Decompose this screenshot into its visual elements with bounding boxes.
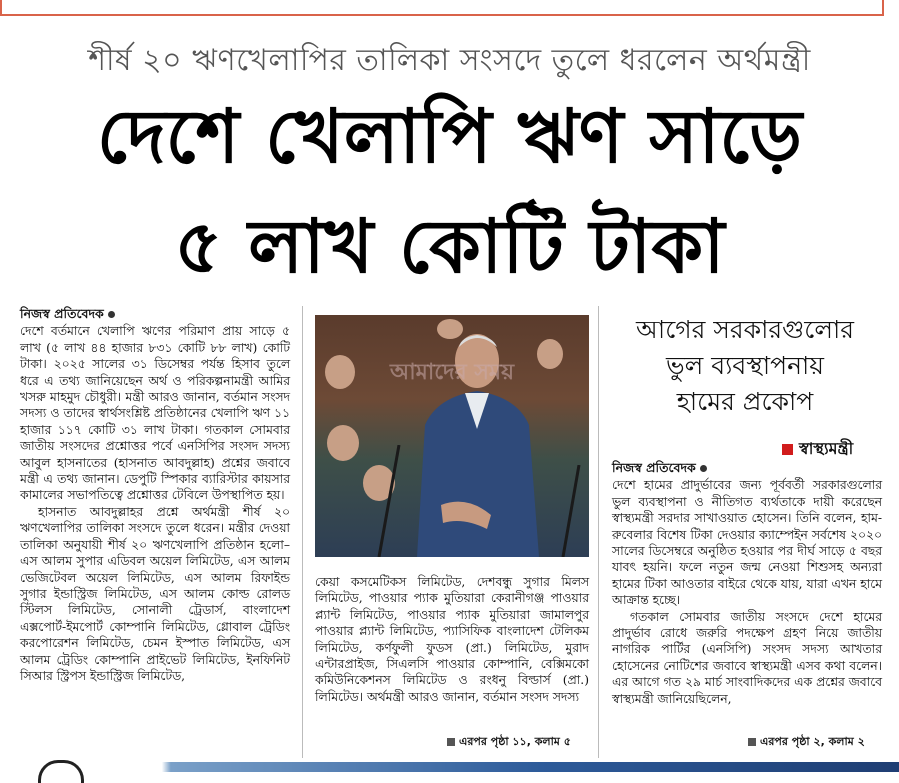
- main-story-column-2: [315, 574, 589, 705]
- jump-text: এরপর পৃষ্ঠা ২, কলাম ২: [760, 735, 865, 748]
- kicker-headline: শীর্ষ ২০ ঋণখেলাপির তালিকা সংসদে তুলে ধরলেন অর্থমন্ত্রী: [88, 43, 811, 78]
- jump-text: এরপর পৃষ্ঠা ১১, কলাম ৫: [459, 735, 571, 748]
- main-story-paragraph-3: কেয়া কসমেটিকস লিমিটেড, দেশবন্ধু সুগার মিলস লিমিটেড, পাওয়ার প্যাক মুতিয়ারা কেরানীগঞ্জ পাওয়ার প্ল্যান্ট লিমিটেড, পাওয়ার প্যাক মুতিয়ারা জামালপুর পাওয়ার প্ল্যান্ট লিমিটেড, প্যাসিফিক বাংলাদেশ টেলিকম লিমিটেড, কর্ণফুলী ফুডস (প্রা.) লিমিটেড, মুরাদ এন্টারপ্রাইজ, সিএলসি পাওয়ার কোম্পানি, বেক্সিমকো কমিউনিকেশনস লিমিটেড ও রংধনু বিল্ডার্স (প্রা.) লিমিটেড। অর্থমন্ত্রী আরও জানান, বর্তমান সংসদ সদস্য: [315, 575, 589, 704]
- red-square-icon: [782, 444, 793, 455]
- side-story-paragraph-1: দেশে হামের প্রাদুর্ভাবের জন্য পূর্ববর্তী সরকারগুলোর ভুল ব্যবস্থাপনা ও নীতিগত ব্যর্থতাকে দায়ী করেছেন স্বাস্থ্যমন্ত্রী সরদার সাখাওয়াত হোসেন। তিনি বলেন, হাম-রুবেলার বিশেষ টিকা দেওয়ার ক্যাম্পেইন সর্বশেষ ২০২০ সালের ডিসেম্বরে অনুষ্ঠিত হওয়ার পর দীর্ঘ সাড়ে ৫ বছর যাবৎ হয়নি। ফলে নতুন জন্ম নেওয়া শিশুসহ অন্যরা হামের টিকা আওতার বাইরে থেকে যায়, যারা এখন হামে আক্রান্ত হচ্ছে।: [612, 478, 882, 608]
- side-story-jump: [748, 733, 865, 752]
- column-divider: [598, 306, 599, 758]
- bullet-icon: [108, 311, 115, 318]
- side-headline-line1: আগের সরকারগুলোর: [636, 315, 854, 344]
- news-photo: [315, 315, 589, 557]
- main-story-paragraph-2: হাসনাত আবদুল্লাহর প্রশ্নে অর্থমন্ত্রী শীর্ষ ২০ ঋণখেলাপির তালিকা সংসদে তুলে ধরেন। মন্ত্রীর দেওয়া তালিকা অনুযায়ী শীর্ষ ২০ ঋণখেলাপি প্রতিষ্ঠান হলো– এস আলম সুপার এডিবল অয়েল লিমিটেড, এস আলম ভেজিটেবল অয়েল লিমিটেড, এস আলম রিফাইন্ড সুগার ইন্ডাস্ট্রিজ লিমিটেড, এস আলম কোল্ড রোলড স্টিলস লিমিটেড, সোনালী ট্রেডার্স, বাংলাদেশ এক্সপোর্ট-ইমপোর্ট কোম্পানি লিমিটেড, গ্লোবাল ট্রেডিং করপোরেশন লিমিটেড, চেমন ইস্পাত লিমিটেড, এস আলম ট্রেডিং কোম্পানি প্রাইভেট লিমিটেড, ইনফিনিট সিআর স্ট্রিপস ইন্ডাস্ট্রিজ লিমিটেড,: [20, 504, 290, 683]
- photo-background-figure: [327, 425, 359, 461]
- bullet-icon: [700, 465, 707, 472]
- column-divider: [302, 306, 303, 758]
- side-headline-line2: ভুল ব্যবস্থাপনায়: [666, 351, 824, 380]
- square-icon: [748, 738, 756, 746]
- side-story-paragraph-2: গতকাল সোমবার জাতীয় সংসদে দেশে হামের প্রাদুর্ভাব রোধে জরুরি পদক্ষেপ গ্রহণ নিয়ে জাতীয় নাগরিক পার্টির (এনসিপি) সংসদ সদস্য আখতার হোসেনের নোটিশের জবাবে স্বাস্থ্যমন্ত্রী এসব কথা বলেন। এর আগে গত ২৯ মার্চ সাংবাদিকদের এক প্রশ্নের জবাবে স্বাস্থ্যমন্ত্রী জানিয়েছিলেন,: [612, 609, 882, 706]
- main-story-byline: [20, 306, 290, 322]
- main-headline-line2: ৫ লাখ কোটি টাকা: [174, 204, 725, 290]
- photo-watermark: আমাদের সময়: [389, 360, 515, 385]
- microphone-icon: [375, 445, 405, 557]
- side-story-source: [782, 436, 853, 463]
- main-story-jump: [447, 733, 571, 752]
- top-border-rule: [0, 0, 884, 16]
- bottom-banner-strip: [0, 762, 899, 772]
- source-text: স্বাস্থ্যমন্ত্রী: [799, 439, 854, 458]
- main-headline-line1: দেশে খেলাপি ঋণ সাড়ে: [96, 94, 803, 180]
- side-story-column: [612, 460, 882, 707]
- microphone-icon: [561, 465, 581, 557]
- side-headline-line3: হামের প্রকোপ: [676, 387, 814, 416]
- byline-text: নিজস্ব প্রতিবেদক: [612, 460, 696, 475]
- byline-text: নিজস্ব প্রতিবেদক: [20, 306, 104, 321]
- main-story-column-1: [20, 306, 290, 684]
- square-icon: [447, 738, 455, 746]
- main-story-paragraph-1: দেশে বর্তমানে খেলাপি ঋণের পরিমাণ প্রায় সাড়ে ৫ লাখ (৫ লাখ ৪৪ হাজার ৮৩১ কোটি ৮৮ লাখ) কোটি টাকা। ২০২৫ সালের ৩১ ডিসেম্বর পর্যন্ত হিসাব তুলে ধরে এ তথ্য জানিয়েছেন অর্থ ও পরিকল্পনামন্ত্রী আমির খসরু মাহমুদ চৌধুরী। মন্ত্রী আরও জানান, বর্তমান সংসদ সদস্য ও তাদের স্বার্থসংশ্লিষ্ট প্রতিষ্ঠানের খেলাপি ঋণ ১১ হাজার ১১৭ কোটি ৩১ লাখ টাকা। গতকাল সোমবার জাতীয় সংসদের প্রশ্নোত্তর পর্বে এনসিপির সংসদ সদস্য আবুল হাসনাতের (হাসনাত আবদুল্লাহ) প্রশ্নের জবাবে মন্ত্রী এ তথ্য জানান। ডেপুটি স্পিকার ব্যারিস্টার কায়সার কামালের সভাপতিত্বে প্রশ্নোত্তর টেবিলে উপস্থাপিত হয়।: [20, 324, 290, 503]
- side-story-byline: [612, 460, 882, 476]
